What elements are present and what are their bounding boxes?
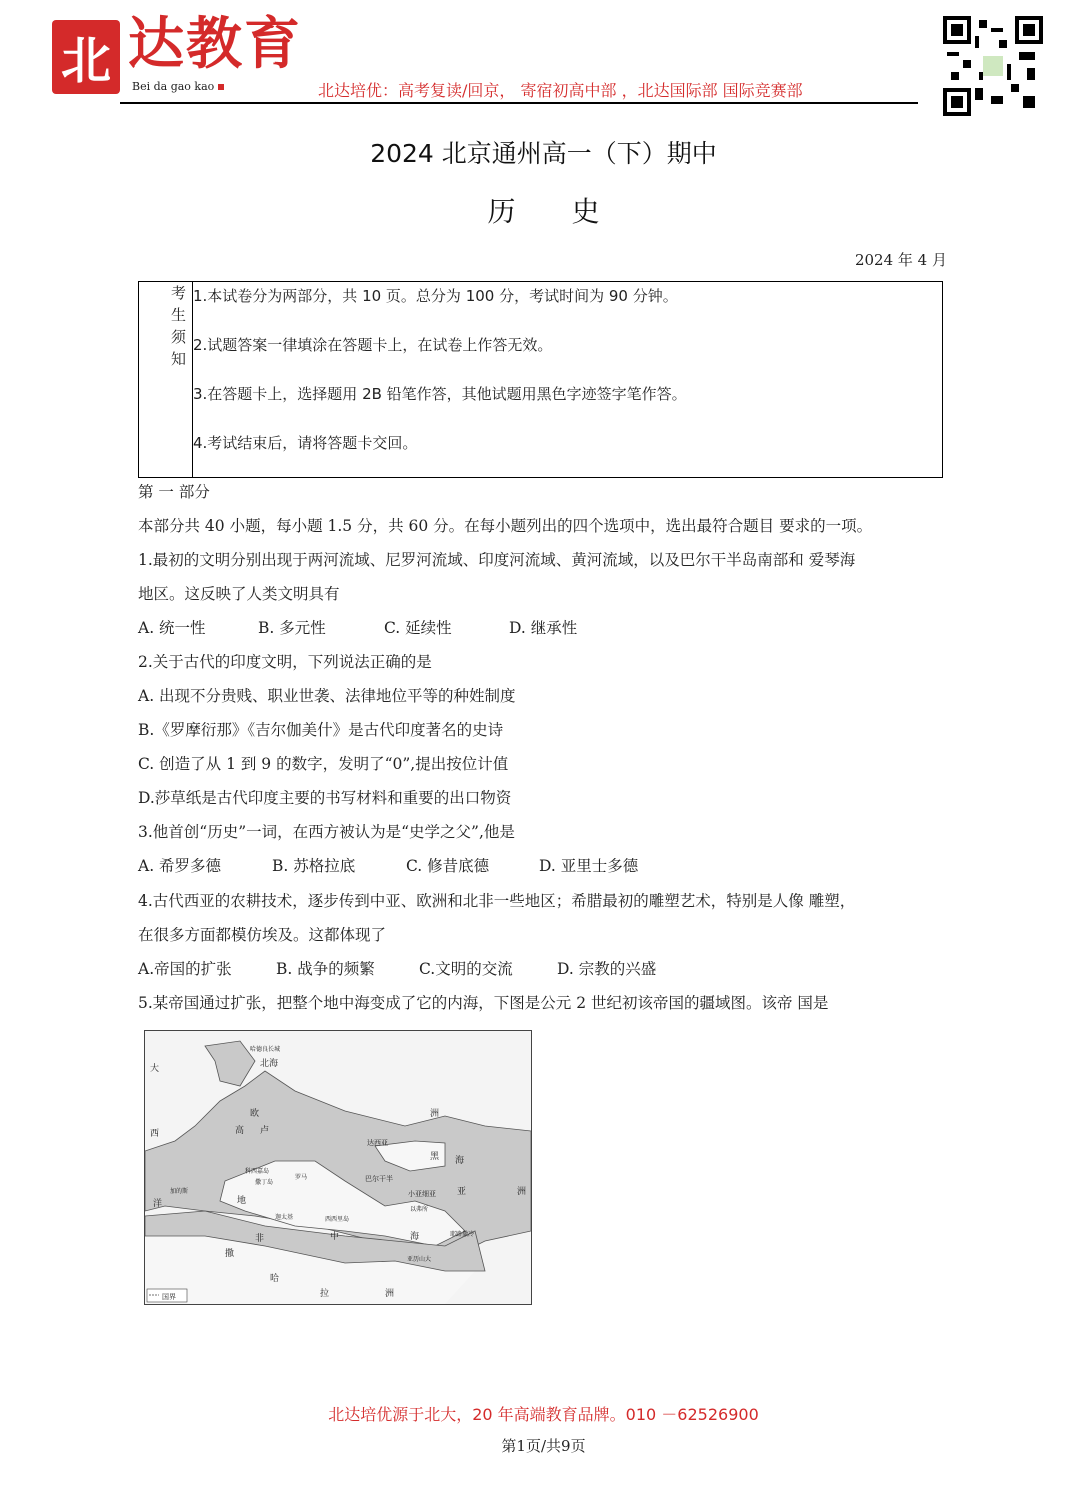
notice-label-char: 生 [171, 306, 187, 324]
notice-label-char: 知 [171, 350, 187, 368]
notice-item: 3.在答题卡上，选择题用 2B 铅笔作答，其他试题用黑色字迹签字笔作答。 [193, 385, 687, 403]
map-label: 哈 [270, 1274, 280, 1284]
map-label: 拉 [320, 1289, 330, 1299]
question-stem: 1.最初的文明分别出现于两河流域、尼罗河流域、印度河流域、黄河流域，以及巴尔干半岛南部和 爱琴海 [138, 551, 856, 569]
option: D. 亚里士多德 [539, 857, 639, 875]
question-stem: 4.古代西亚的农耕技术，逐步传到中亚、欧洲和北非一些地区；希腊最初的雕塑艺术，特别是人像 雕塑， [138, 892, 856, 910]
map-label: 黑 [430, 1152, 440, 1162]
option: D. 宗教的兴盛 [557, 960, 657, 978]
logo-mark: 北 [52, 20, 120, 94]
question-stem: 地区。这反映了人类文明具有 [138, 585, 340, 603]
exam-notice-box [138, 281, 943, 478]
option: C. 修昔底德 [406, 857, 490, 875]
header-slogan: 北达培优：高考复读/回京， 寄宿初高中部 ，北达国际部 国际竞赛部 [318, 81, 803, 100]
notice-item: 1.本试卷分为两部分，共 10 页。总分为 100 分，考试时间为 90 分钟。 [193, 287, 678, 305]
map-label: 小亚细亚 [408, 1190, 436, 1198]
part-intro: 本部分共 40 小题，每小题 1.5 分，共 60 分。在每小题列出的四个选项中，选出最符合题目 要求的一项。 [138, 517, 873, 535]
map-label: 达西亚 [367, 1139, 388, 1147]
option: B. 战争的频繁 [276, 960, 375, 978]
option: A. 出现不分贵贱、职业世袭、法律地位平等的种姓制度 [138, 687, 516, 705]
exam-subject: 历 史 [487, 195, 600, 228]
question-stem: 在很多方面都模仿埃及。这都体现了 [138, 926, 387, 944]
map-label: 大 [150, 1064, 160, 1074]
map-label: 海 [455, 1156, 465, 1166]
question-stem: 2.关于古代的印度文明，下列说法正确的是 [138, 653, 432, 671]
logo-name: 达教育 [128, 11, 302, 77]
map-label: 卢 [260, 1126, 270, 1136]
part-heading: 第 一 部分 [138, 483, 210, 501]
notice-label [139, 282, 193, 477]
map-label: 洲 [385, 1289, 395, 1299]
exam-title: 2024 北京通州高一（下）期中 [370, 139, 717, 168]
map-label: 以弗所 [410, 1206, 429, 1213]
map-label: 西西里岛 [325, 1216, 350, 1223]
option: D. 继承性 [509, 619, 578, 637]
map-legend: 国界 [162, 1293, 176, 1301]
map-label: 洋 [153, 1199, 163, 1209]
notice-label-char: 考 [171, 284, 187, 302]
map-label: 罗马 [295, 1174, 308, 1181]
map-label: 欧 [250, 1109, 260, 1119]
logo-square-icon [218, 84, 224, 90]
option: B. 苏格拉底 [272, 857, 356, 875]
qr-code-icon [943, 16, 1043, 116]
map-label: 北海 [260, 1059, 279, 1069]
map-label: 地 [237, 1196, 247, 1206]
option: A. 希罗多德 [138, 857, 222, 875]
map-label: 巴尔干半 [365, 1175, 393, 1183]
notice-item: 2.试题答案一律填涂在答题卡上，在试卷上作答无效。 [193, 336, 553, 354]
logo-pinyin-text: Bei da gao kao [132, 80, 215, 93]
option: B.《罗摩衍那》《吉尔伽美什》是古代印度著名的史诗 [138, 721, 504, 739]
map-label: 耶路撒冷 [450, 1231, 475, 1238]
question-stem: 5.某帝国通过扩张，把整个地中海变成了它的内海，下图是公元 2 世纪初该帝国的疆域图。该帝 国是 [138, 994, 829, 1012]
roman-empire-map [144, 1030, 532, 1305]
page-number: 第1页/共9页 [501, 1437, 586, 1455]
map-label: 洲 [430, 1109, 440, 1119]
notice-label-char: 须 [171, 328, 187, 346]
footer-ad: 北达培优源于北大，20 年高端教育品牌。010 －62526900 [328, 1405, 759, 1424]
option: A.帝国的扩张 [138, 960, 232, 978]
map-label: 非 [255, 1234, 265, 1244]
map-label: 科西嘉岛 [245, 1168, 270, 1175]
map-label: 撒丁岛 [255, 1179, 274, 1186]
option: D.莎草纸是古代印度主要的书写材料和重要的出口物资 [138, 789, 512, 807]
logo-pinyin [132, 80, 224, 93]
option: C.文明的交流 [419, 960, 513, 978]
map-label: 中 [330, 1232, 340, 1242]
map-label: 加的斯 [170, 1188, 189, 1195]
header-divider [120, 102, 918, 104]
option: C. 创造了从 1 到 9 的数字，发明了“0”,提出按位计值 [138, 755, 509, 773]
notice-item: 4.考试结束后，请将答题卡交回。 [193, 434, 418, 452]
map-label: 高 [235, 1126, 245, 1136]
option: A. 统一性 [138, 619, 206, 637]
map-label: 迦太基 [275, 1214, 294, 1221]
option: C. 延续性 [384, 619, 452, 637]
map-label: 西 [150, 1129, 160, 1139]
map-label: 洲 [517, 1187, 527, 1197]
option: B. 多元性 [258, 619, 326, 637]
map-label: 亚 [457, 1187, 467, 1197]
map-label: 海 [410, 1232, 420, 1242]
exam-date: 2024 年 4 月 [854, 251, 947, 269]
map-label: 哈德良长城 [250, 1046, 281, 1053]
question-stem: 3.他首创“历史”一词，在西方被认为是“史学之父”,他是 [138, 823, 515, 841]
map-label: 亚历山大 [407, 1256, 432, 1263]
map-label: 撒 [225, 1249, 235, 1259]
